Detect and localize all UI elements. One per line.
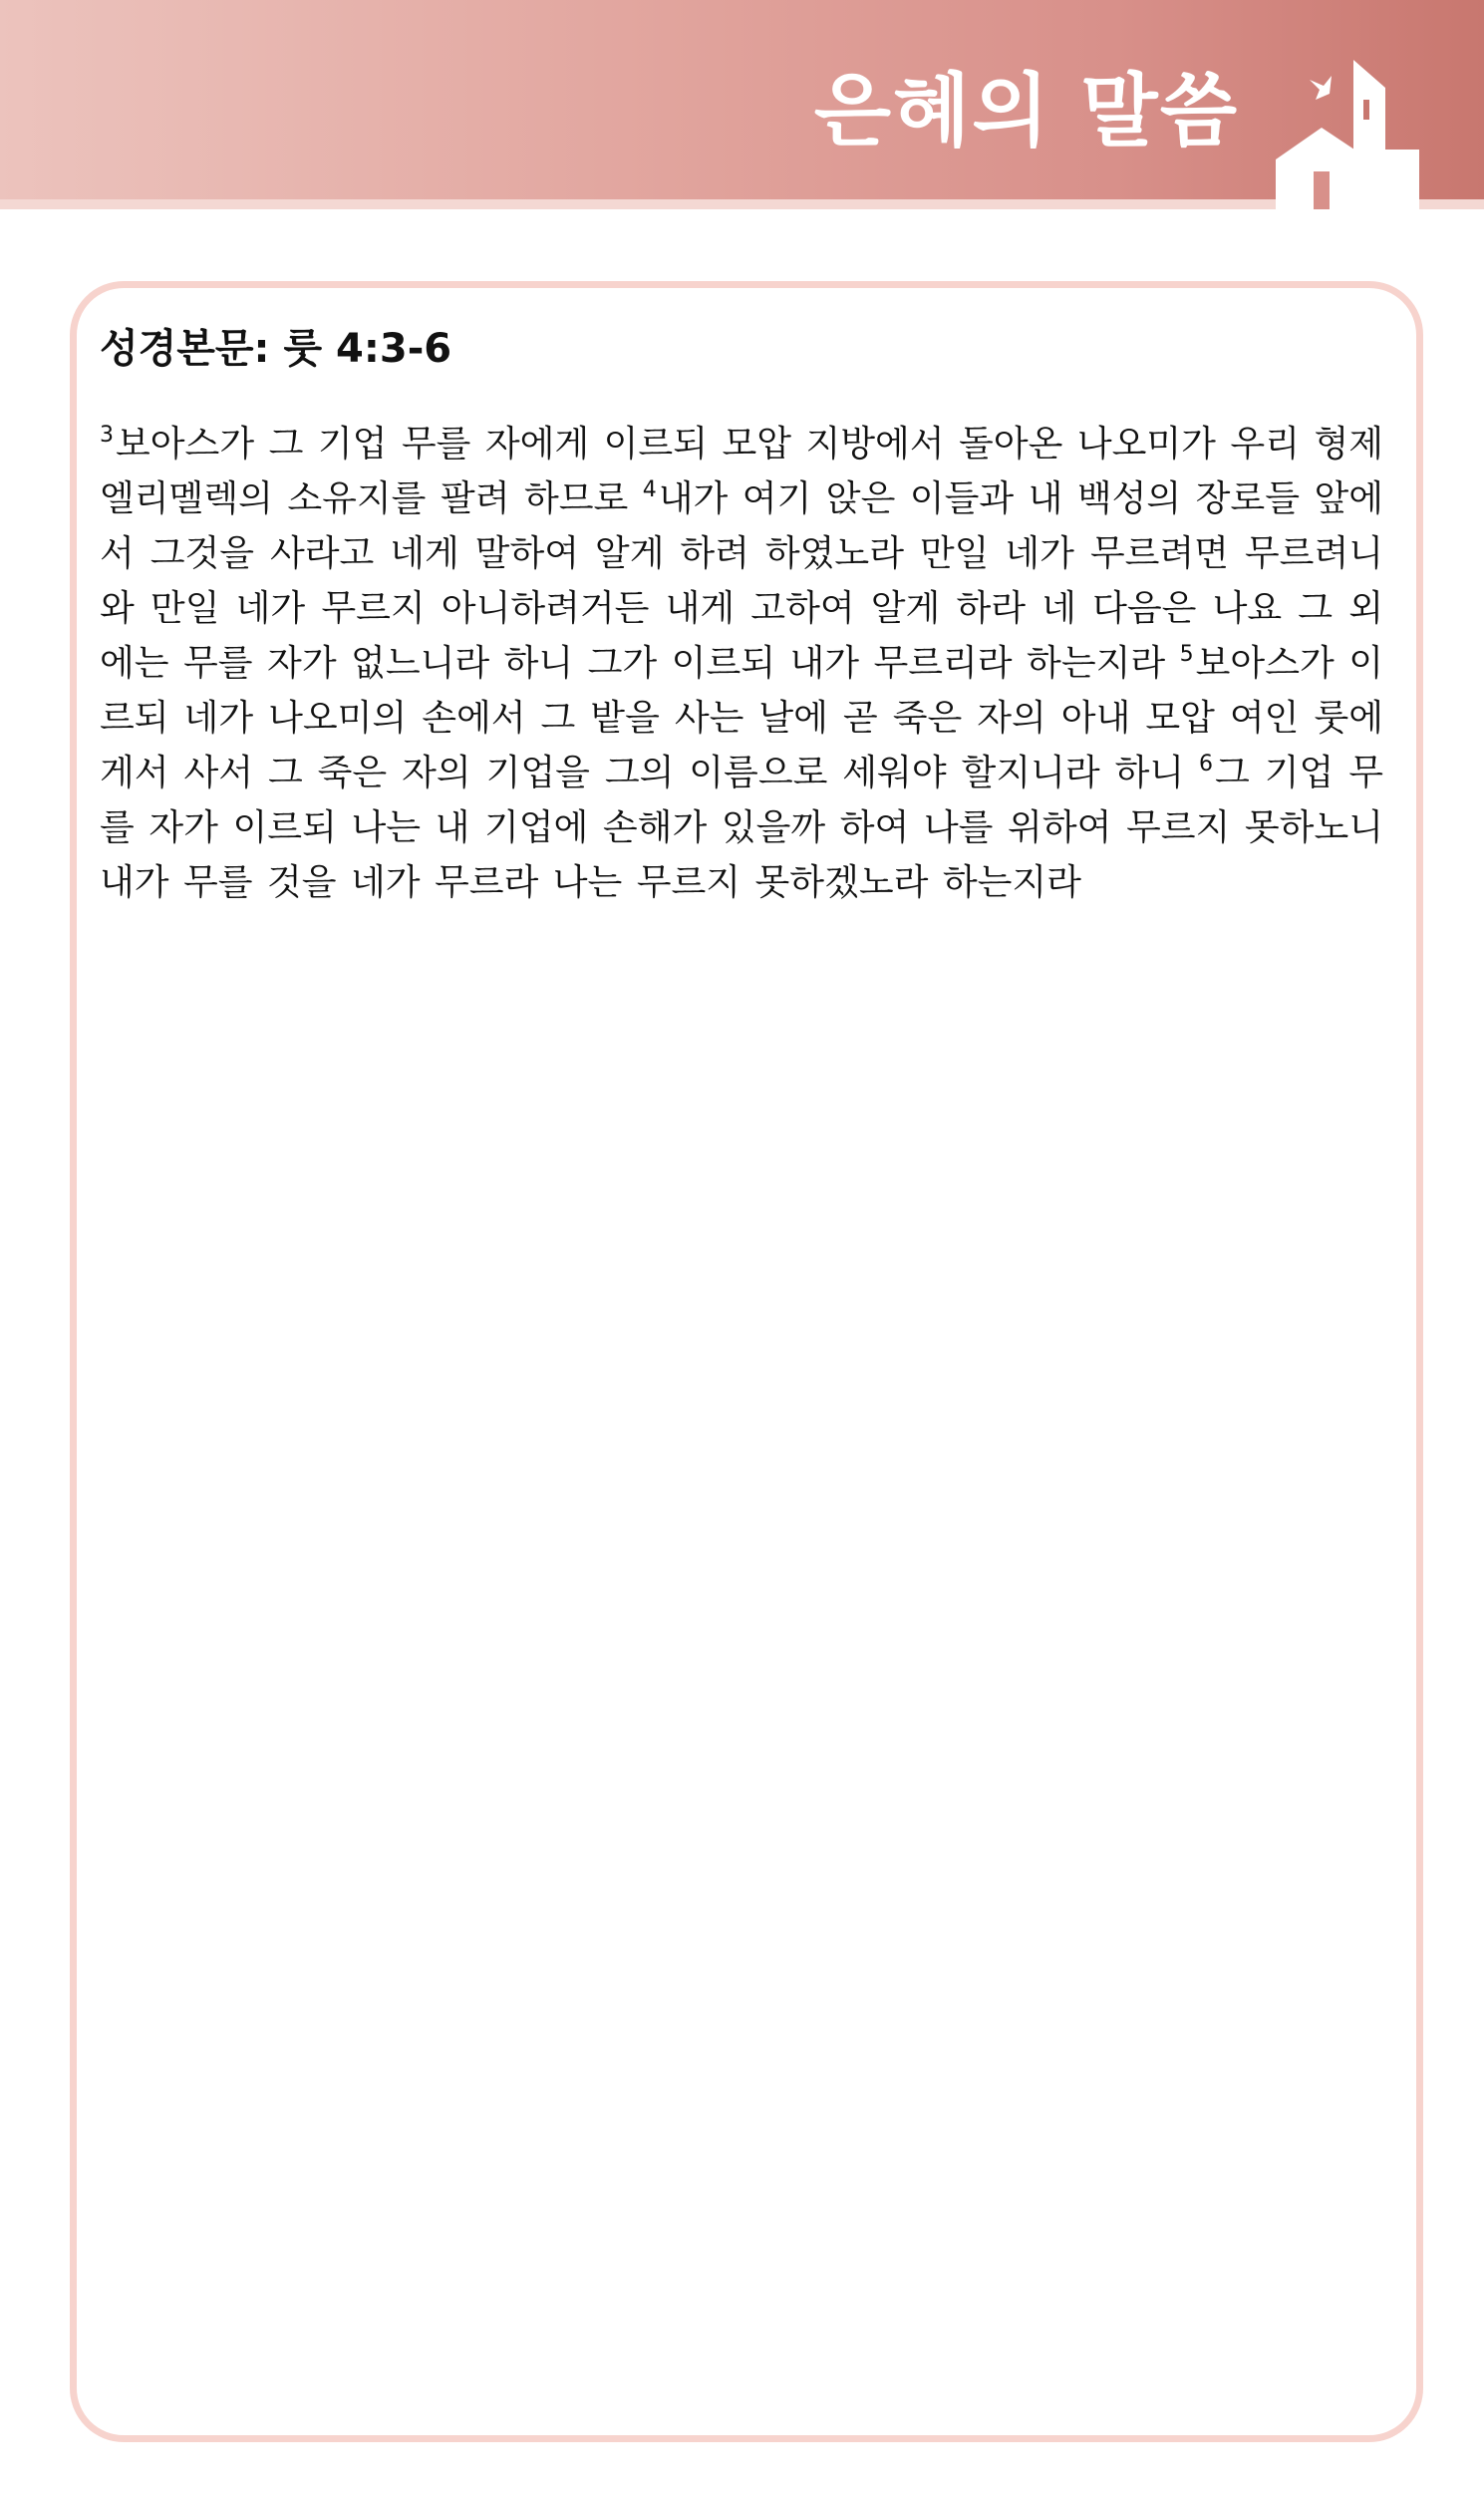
header-divider (0, 199, 1484, 209)
page-title: 은혜의 말씀 (813, 65, 1239, 157)
verse-text: 보아스가 그 기업 무를 자에게 이르되 모압 지방에서 돌아온 나오미가 우리 형제 엘리멜렉의 소유지를 팔려 하므로 (100, 424, 1383, 519)
verse-number: 4 (642, 477, 657, 502)
verse-text: 그 기업 무를 자가 이르되 나는 내 기업에 손해가 있을까 하여 나를 위하여 무르지 못하노니 내가 무를 것을 네가 무르라 나는 무르지 못하겠노라 하는지라 (100, 753, 1383, 903)
verse-number: 6 (1199, 752, 1214, 777)
header-banner (0, 0, 1484, 199)
verse-text: 내가 여기 앉은 이들과 내 백성의 장로들 앞에서 그것을 사라고 네게 말하여 알게 하려 하였노라 만일 네가 무르려면 무르려니와 만일 네가 무르지 아니하려거든 내게 고하여 알게 하라 네 다음은 나요 그 외에는 무를 자가 없느니라 하니 그가 이르되 내가 무르리라 하는지라 (100, 478, 1383, 684)
verse-number: 3 (100, 423, 114, 448)
church-icon (1274, 40, 1443, 209)
passage-reference: 성경본문: 룻 4:3-6 (100, 326, 452, 372)
verse-text: 보아스가 이르되 네가 나오미의 손에서 그 밭을 사는 날에 곧 죽은 자의 아내 모압 여인 룻에게서 사서 그 죽은 자의 기업을 그의 이름으로 세워야 할지니라 하니 (100, 643, 1383, 793)
passage-text (100, 417, 1383, 910)
verse-number: 5 (1179, 642, 1194, 667)
